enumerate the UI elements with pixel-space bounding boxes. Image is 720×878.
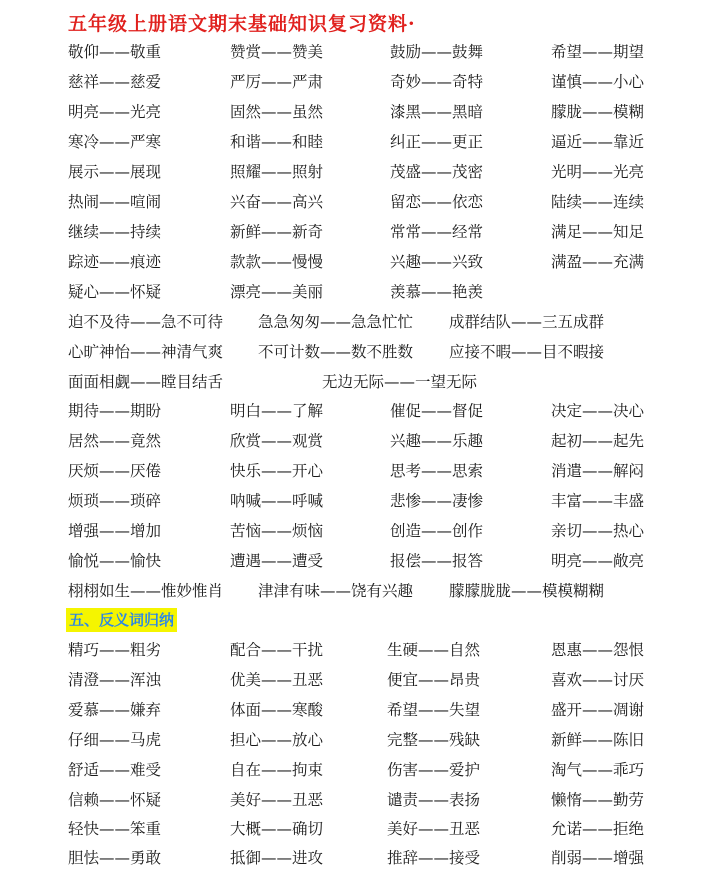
word-pair: 疑心——怀疑 bbox=[68, 283, 162, 301]
word-pair: 满盈——充满 bbox=[551, 253, 645, 271]
word-pair: 催促——督促 bbox=[390, 402, 484, 420]
word-pair: 呐喊——呼喊 bbox=[230, 492, 324, 510]
synonym-row bbox=[0, 38, 720, 66]
word-pair: 配合——干扰 bbox=[230, 641, 324, 659]
word-pair: 悲惨——凄惨 bbox=[390, 492, 484, 510]
word-pair: 自在——拘束 bbox=[230, 761, 324, 779]
word-pair: 敬仰——敬重 bbox=[68, 43, 162, 61]
word-pair: 盛开——凋谢 bbox=[551, 701, 645, 719]
word-pair: 踪迹——痕迹 bbox=[68, 253, 162, 271]
word-pair: 厌烦——厌倦 bbox=[68, 462, 162, 480]
word-pair: 欣赏——观赏 bbox=[230, 432, 324, 450]
idiom-row bbox=[0, 577, 720, 605]
idiom-row bbox=[0, 338, 720, 366]
idiom-pair: 不可计数——数不胜数 bbox=[258, 343, 414, 361]
word-pair: 明白——了解 bbox=[230, 402, 324, 420]
word-pair: 胆怯——勇敢 bbox=[68, 849, 162, 867]
word-pair: 继续——持续 bbox=[68, 223, 162, 241]
word-pair: 满足——知足 bbox=[551, 223, 645, 241]
word-pair: 愉悦——愉快 bbox=[68, 552, 162, 570]
word-pair: 生硬——自然 bbox=[387, 641, 481, 659]
antonym-row bbox=[0, 636, 720, 664]
word-pair: 清澄——浑浊 bbox=[68, 671, 162, 689]
word-pair: 漆黑——黑暗 bbox=[390, 103, 484, 121]
idiom-pair: 无边无际——一望无际 bbox=[322, 373, 478, 391]
antonym-row bbox=[0, 666, 720, 694]
word-pair: 削弱——增强 bbox=[551, 849, 645, 867]
word-pair: 款款——慢慢 bbox=[230, 253, 324, 271]
word-pair: 喜欢——讨厌 bbox=[551, 671, 645, 689]
word-pair: 允诺——拒绝 bbox=[551, 820, 645, 838]
word-pair: 展示——展现 bbox=[68, 163, 162, 181]
word-pair: 朦胧——模糊 bbox=[551, 103, 645, 121]
word-pair: 希望——期望 bbox=[551, 43, 645, 61]
word-pair: 信赖——怀疑 bbox=[68, 791, 162, 809]
synonym-row bbox=[0, 427, 720, 455]
word-pair: 思考——思索 bbox=[390, 462, 484, 480]
synonym-row bbox=[0, 128, 720, 156]
synonym-row bbox=[0, 68, 720, 96]
word-pair: 舒适——难受 bbox=[68, 761, 162, 779]
word-pair: 爱慕——嫌弃 bbox=[68, 701, 162, 719]
word-pair: 苦恼——烦恼 bbox=[230, 522, 324, 540]
synonym-row bbox=[0, 158, 720, 186]
word-pair: 严厉——严肃 bbox=[230, 73, 324, 91]
antonym-row bbox=[0, 696, 720, 724]
antonym-row bbox=[0, 786, 720, 814]
word-pair: 兴趣——兴致 bbox=[390, 253, 484, 271]
idiom-pair: 栩栩如生——惟妙惟肖 bbox=[68, 582, 224, 600]
page-title: 五年级上册语文期末基础知识复习资料· bbox=[68, 13, 416, 35]
idiom-pair: 津津有味——饶有兴趣 bbox=[258, 582, 414, 600]
word-pair: 大概——确切 bbox=[230, 820, 324, 838]
word-pair: 期待——期盼 bbox=[68, 402, 162, 420]
word-pair: 烦琐——琐碎 bbox=[68, 492, 162, 510]
antonym-row bbox=[0, 726, 720, 754]
word-pair: 谨慎——小心 bbox=[551, 73, 645, 91]
word-pair: 兴趣——乐趣 bbox=[390, 432, 484, 450]
synonym-row bbox=[0, 517, 720, 545]
word-pair: 推辞——接受 bbox=[387, 849, 481, 867]
word-pair: 恩惠——怨恨 bbox=[551, 641, 645, 659]
word-pair: 丰富——丰盛 bbox=[551, 492, 645, 510]
word-pair: 留恋——依恋 bbox=[390, 193, 484, 211]
word-pair: 遭遇——遭受 bbox=[230, 552, 324, 570]
word-pair: 慈祥——慈爱 bbox=[68, 73, 162, 91]
idiom-pair: 迫不及待——急不可待 bbox=[68, 313, 224, 331]
word-pair: 寒冷——严寒 bbox=[68, 133, 162, 151]
word-pair: 精巧——粗劣 bbox=[68, 641, 162, 659]
antonym-row bbox=[0, 844, 720, 872]
synonym-row bbox=[0, 397, 720, 425]
idiom-row bbox=[0, 308, 720, 336]
word-pair: 懒惰——勤劳 bbox=[551, 791, 645, 809]
word-pair: 兴奋——高兴 bbox=[230, 193, 324, 211]
word-pair: 优美——丑恶 bbox=[230, 671, 324, 689]
synonym-row bbox=[0, 547, 720, 575]
idiom-row bbox=[0, 368, 720, 396]
word-pair: 完整——残缺 bbox=[387, 731, 481, 749]
word-pair: 和谐——和睦 bbox=[230, 133, 324, 151]
word-pair: 创造——创作 bbox=[390, 522, 484, 540]
word-pair: 快乐——开心 bbox=[230, 462, 324, 480]
idiom-pair: 朦朦胧胧——模模糊糊 bbox=[449, 582, 605, 600]
word-pair: 常常——经常 bbox=[390, 223, 484, 241]
synonym-row bbox=[0, 248, 720, 276]
word-pair: 体面——寒酸 bbox=[230, 701, 324, 719]
synonym-row bbox=[0, 218, 720, 246]
word-pair: 亲切——热心 bbox=[551, 522, 645, 540]
word-pair: 热闹——喧闹 bbox=[68, 193, 162, 211]
word-pair: 消遣——解闷 bbox=[551, 462, 645, 480]
word-pair: 便宜——昂贵 bbox=[387, 671, 481, 689]
word-pair: 担心——放心 bbox=[230, 731, 324, 749]
word-pair: 明亮——敞亮 bbox=[551, 552, 645, 570]
synonym-row bbox=[0, 487, 720, 515]
idiom-pair: 急急匆匆——急急忙忙 bbox=[258, 313, 414, 331]
word-pair: 伤害——爱护 bbox=[387, 761, 481, 779]
word-pair: 美好——丑恶 bbox=[387, 820, 481, 838]
word-pair: 纠正——更正 bbox=[390, 133, 484, 151]
word-pair: 光明——光亮 bbox=[551, 163, 645, 181]
word-pair: 逼近——靠近 bbox=[551, 133, 645, 151]
word-pair: 新鲜——新奇 bbox=[230, 223, 324, 241]
word-pair: 仔细——马虎 bbox=[68, 731, 162, 749]
word-pair: 淘气——乖巧 bbox=[551, 761, 645, 779]
antonym-row bbox=[0, 815, 720, 843]
word-pair: 明亮——光亮 bbox=[68, 103, 162, 121]
word-pair: 美好——丑恶 bbox=[230, 791, 324, 809]
word-pair: 起初——起先 bbox=[551, 432, 645, 450]
synonym-row bbox=[0, 188, 720, 216]
word-pair: 增强——增加 bbox=[68, 522, 162, 540]
synonym-row bbox=[0, 98, 720, 126]
synonym-row bbox=[0, 278, 720, 306]
idiom-pair: 心旷神怡——神清气爽 bbox=[68, 343, 224, 361]
word-pair: 新鲜——陈旧 bbox=[551, 731, 645, 749]
word-pair: 报偿——报答 bbox=[390, 552, 484, 570]
section-heading-antonyms: 五、反义词归纳 bbox=[66, 608, 177, 632]
word-pair: 漂亮——美丽 bbox=[230, 283, 324, 301]
word-pair: 陆续——连续 bbox=[551, 193, 645, 211]
word-pair: 鼓励——鼓舞 bbox=[390, 43, 484, 61]
word-pair: 抵御——进攻 bbox=[230, 849, 324, 867]
word-pair: 赞赏——赞美 bbox=[230, 43, 324, 61]
word-pair: 轻快——笨重 bbox=[68, 820, 162, 838]
word-pair: 居然——竟然 bbox=[68, 432, 162, 450]
word-pair: 谴责——表扬 bbox=[387, 791, 481, 809]
word-pair: 照耀——照射 bbox=[230, 163, 324, 181]
word-pair: 固然——虽然 bbox=[230, 103, 324, 121]
idiom-pair: 应接不暇——目不暇接 bbox=[449, 343, 605, 361]
word-pair: 决定——决心 bbox=[551, 402, 645, 420]
antonym-row bbox=[0, 756, 720, 784]
idiom-pair: 成群结队——三五成群 bbox=[449, 313, 605, 331]
word-pair: 奇妙——奇特 bbox=[390, 73, 484, 91]
synonym-row bbox=[0, 457, 720, 485]
word-pair: 希望——失望 bbox=[387, 701, 481, 719]
word-pair: 茂盛——茂密 bbox=[390, 163, 484, 181]
idiom-pair: 面面相觑——瞠目结舌 bbox=[68, 373, 224, 391]
word-pair: 羡慕——艳羡 bbox=[390, 283, 484, 301]
